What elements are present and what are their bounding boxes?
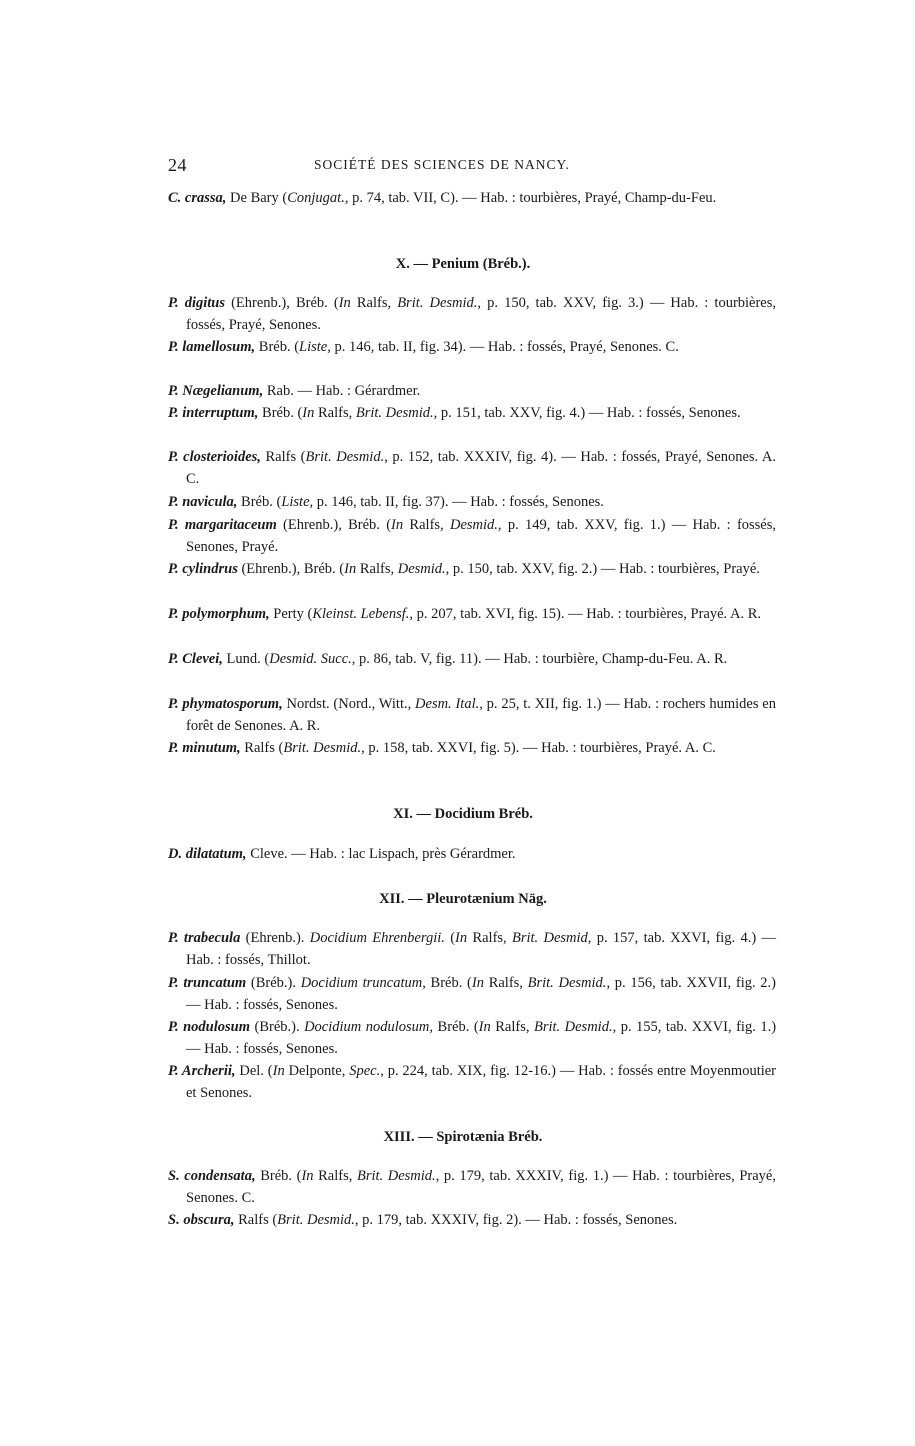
species-name: P. digitus	[168, 295, 225, 311]
entry-s-obscura	[168, 1210, 776, 1232]
section-heading-docidium: XI. — Docidium Bréb.	[393, 806, 533, 822]
entry-text: Bréb. (	[255, 339, 300, 355]
entry-p-digitus	[168, 293, 776, 336]
entry-text: Bréb. (	[255, 1168, 302, 1184]
citation-title: Desm. Ital.	[415, 696, 480, 712]
section-heading-pleurotaenium: XII. — Pleurotænium Näg.	[379, 891, 547, 907]
entry-p-minutum	[168, 738, 776, 760]
citation-title: Brit. Desmid.	[533, 1019, 613, 1035]
citation-title: Brit. Desmid.	[305, 449, 385, 465]
entry-p-interruptum	[168, 403, 776, 425]
entry-text: , p. 74, tab. VII, C). — Hab. : tourbières, Prayé, Champ-du-Feu.	[344, 190, 717, 206]
entry-text: , p. 179, tab. XXXIV, fig. 1.) — Hab. : tourbières, Prayé, Senones. C.	[186, 1168, 776, 1206]
synonym-name: Docidium nodulosum,	[304, 1019, 434, 1035]
species-name: P. polymorphum,	[168, 606, 270, 622]
entry-text: In	[471, 975, 484, 991]
species-name: P. margaritaceum	[168, 517, 277, 533]
entry-text: Bréb. (	[425, 975, 472, 991]
species-name: S. condensata,	[168, 1168, 256, 1184]
synonym-name: Docidium truncatum,	[300, 975, 426, 991]
citation-title: Brit. Desmid.	[355, 405, 434, 421]
entry-text: Ralfs,	[403, 517, 450, 533]
citation-title: Brit. Desmid.	[277, 1212, 355, 1228]
entry-text: Ralfs,	[350, 295, 398, 311]
entry-p-clevei	[168, 649, 776, 671]
entry-text: , p. 158, tab. XXVI, fig. 5). — Hab. : tourbières, Prayé. A. C.	[361, 740, 716, 756]
entry-text: Ralfs,	[313, 1168, 357, 1184]
entry-p-navicula	[168, 492, 776, 514]
entry-p-phymatosporum	[168, 694, 776, 737]
citation-title: Desmid.	[397, 561, 446, 577]
entry-p-nodulosum	[168, 1017, 776, 1060]
species-name: S. obscura,	[168, 1212, 235, 1228]
citation-title: Brit. Desmid.	[527, 975, 607, 991]
entry-text: In	[455, 930, 468, 946]
entry-text: , p. 149, tab. XXV, fig. 1.) — Hab. : fossés, Senones, Prayé.	[186, 517, 777, 555]
entry-p-truncatum	[168, 973, 776, 1016]
entry-text: , p. 86, tab. V, fig. 11). — Hab. : tourbière, Champ-du-Feu. A. R.	[351, 651, 728, 667]
entry-text: (Ehrenb.), Bréb. (	[237, 561, 345, 577]
entry-text: Ralfs (	[240, 740, 284, 756]
entry-p-margaritaceum	[168, 515, 776, 558]
entry-text: Lund. (	[222, 651, 270, 667]
entry-text: Ralfs,	[356, 561, 398, 577]
species-name: C. crassa,	[168, 190, 227, 206]
species-name: P. trabecula	[168, 930, 241, 946]
entry-text: In	[272, 1063, 285, 1079]
entry-text: In	[301, 1168, 314, 1184]
entry-text: (Ehrenb.), Bréb. (	[225, 295, 339, 311]
entry-text: , p. 156, tab. XXVII, fig. 2.) — Hab. : fossés, Senones.	[186, 975, 777, 1013]
entry-text: , p. 224, tab. XIX, fig. 12-16.) — Hab. : fossés entre Moyenmoutier et Senones.	[186, 1063, 777, 1101]
citation-title: Liste,	[281, 494, 314, 510]
entry-text: In	[302, 405, 315, 421]
entry-text: Del. (	[235, 1063, 273, 1079]
entry-text: In	[478, 1019, 491, 1035]
entry-text: Ralfs,	[467, 930, 512, 946]
citation-title: Brit. Desmid	[512, 930, 588, 946]
entry-text: Bréb. (	[237, 494, 282, 510]
entry-p-cylindrus	[168, 559, 776, 581]
species-name: P. closterioides,	[168, 449, 261, 465]
entry-text: , p. 155, tab. XXVI, fig. 1.) — Hab. : fossés, Senones.	[186, 1019, 777, 1057]
entry-d-dilatatum	[168, 844, 776, 866]
entry-text: (Ehrenb.), Bréb. (	[276, 517, 392, 533]
citation-title: Brit. Desmid.	[356, 1168, 436, 1184]
citation-title: Kleinst. Lebensf.	[312, 606, 410, 622]
entry-text: In	[338, 295, 351, 311]
citation-title: Brit. Desmid.	[397, 295, 478, 311]
entry-text: Rab. — Hab. : Gérardmer.	[263, 383, 421, 399]
species-name: P. lamellosum,	[168, 339, 256, 355]
species-name: P. Archerii,	[168, 1063, 236, 1079]
species-name: P. cylindrus	[168, 561, 238, 577]
entry-text: (Ehrenb.).	[240, 930, 310, 946]
entry-text: , p. 179, tab. XXXIV, fig. 2). — Hab. : fossés, Senones.	[354, 1212, 678, 1228]
citation-title: Spec.	[349, 1063, 381, 1079]
citation-title: Conjugat.	[287, 190, 345, 206]
species-name: P. phymatosporum,	[168, 696, 283, 712]
page-number: 24	[168, 155, 187, 175]
species-name: P. minutum,	[168, 740, 241, 756]
synonym-name: Docidium Ehrenbergii.	[309, 930, 445, 946]
entry-text: Bréb. (	[258, 405, 303, 421]
species-name: P. Clevei,	[168, 651, 223, 667]
entry-text: Ralfs,	[483, 975, 528, 991]
entry-text: p. 146, tab. II, fig. 37). — Hab. : fossés, Senones.	[313, 494, 604, 510]
species-name: P. navicula,	[168, 494, 238, 510]
entry-s-condensata	[168, 1166, 776, 1209]
entry-p-archerii	[168, 1061, 776, 1104]
entry-text: Delponte,	[284, 1063, 350, 1079]
entry-text: Ralfs,	[490, 1019, 534, 1035]
running-title: SOCIÉTÉ DES SCIENCES DE NANCY.	[314, 157, 570, 172]
section-heading-penium: X. — Penium (Bréb.).	[395, 256, 531, 272]
species-name: P. nodulosum	[168, 1019, 250, 1035]
entry-p-trabecula	[168, 928, 776, 971]
species-name: P. interruptum,	[168, 405, 259, 421]
entry-c-crassa	[168, 188, 774, 210]
citation-title: Desmid.	[449, 517, 498, 533]
entry-p-closterioides	[168, 447, 776, 490]
entry-text: , p. 150, tab. XXV, fig. 2.) — Hab. : tourbières, Prayé.	[445, 561, 760, 577]
entry-text: , p. 157, tab. XXVI, fig. 4.) — Hab. : fossés, Thillot.	[186, 930, 777, 968]
entry-text: , p. 152, tab. XXXIV, fig. 4). — Hab. : fossés, Prayé, Senones. A. C.	[186, 449, 777, 487]
entry-p-polymorphum	[168, 604, 776, 626]
entry-text: (	[444, 930, 456, 946]
entry-p-naegelianum	[168, 381, 776, 403]
entry-text: In	[344, 561, 357, 577]
entry-text: p. 146, tab. II, fig. 34). — Hab. : fossés, Prayé, Senones. C.	[330, 339, 679, 355]
species-name: P. Nægelianum,	[168, 383, 264, 399]
entry-text: , p. 151, tab. XXV, fig. 4.) — Hab. : fossés, Senones.	[433, 405, 741, 421]
citation-title: Desmid. Succ.	[269, 651, 352, 667]
entry-text: (Bréb.).	[246, 975, 301, 991]
entry-p-lamellosum	[168, 337, 776, 359]
entry-text: Ralfs (	[260, 449, 306, 465]
species-name: P. truncatum	[168, 975, 247, 991]
entry-text: Ralfs (	[234, 1212, 278, 1228]
entry-text: , p. 207, tab. XVI, fig. 15). — Hab. : tourbières, Prayé. A. R.	[409, 606, 761, 622]
section-heading-spirotaenia: XIII. — Spirotænia Bréb.	[383, 1129, 543, 1145]
entry-text: In	[391, 517, 404, 533]
entry-text: Perty (	[269, 606, 313, 622]
citation-title: Brit. Desmid.	[283, 740, 362, 756]
citation-title: Liste,	[299, 339, 331, 355]
species-name: D. dilatatum,	[168, 846, 247, 862]
entry-text: , p. 150, tab. XXV, fig. 3.) — Hab. : tourbières, fossés, Prayé, Senones.	[186, 295, 777, 333]
entry-text: Ralfs,	[314, 405, 356, 421]
entry-text: De Bary (	[226, 190, 288, 206]
entry-text: Cleve. — Hab. : lac Lispach, près Gérardmer.	[246, 846, 516, 862]
entry-text: Bréb. (	[433, 1019, 479, 1035]
entry-text: (Bréb.).	[250, 1019, 305, 1035]
entry-text: Nordst. (Nord., Witt.,	[282, 696, 416, 712]
entry-text: , p. 25, t. XII, fig. 1.) — Hab. : rochers humides en forêt de Senones. A. R.	[186, 696, 776, 734]
